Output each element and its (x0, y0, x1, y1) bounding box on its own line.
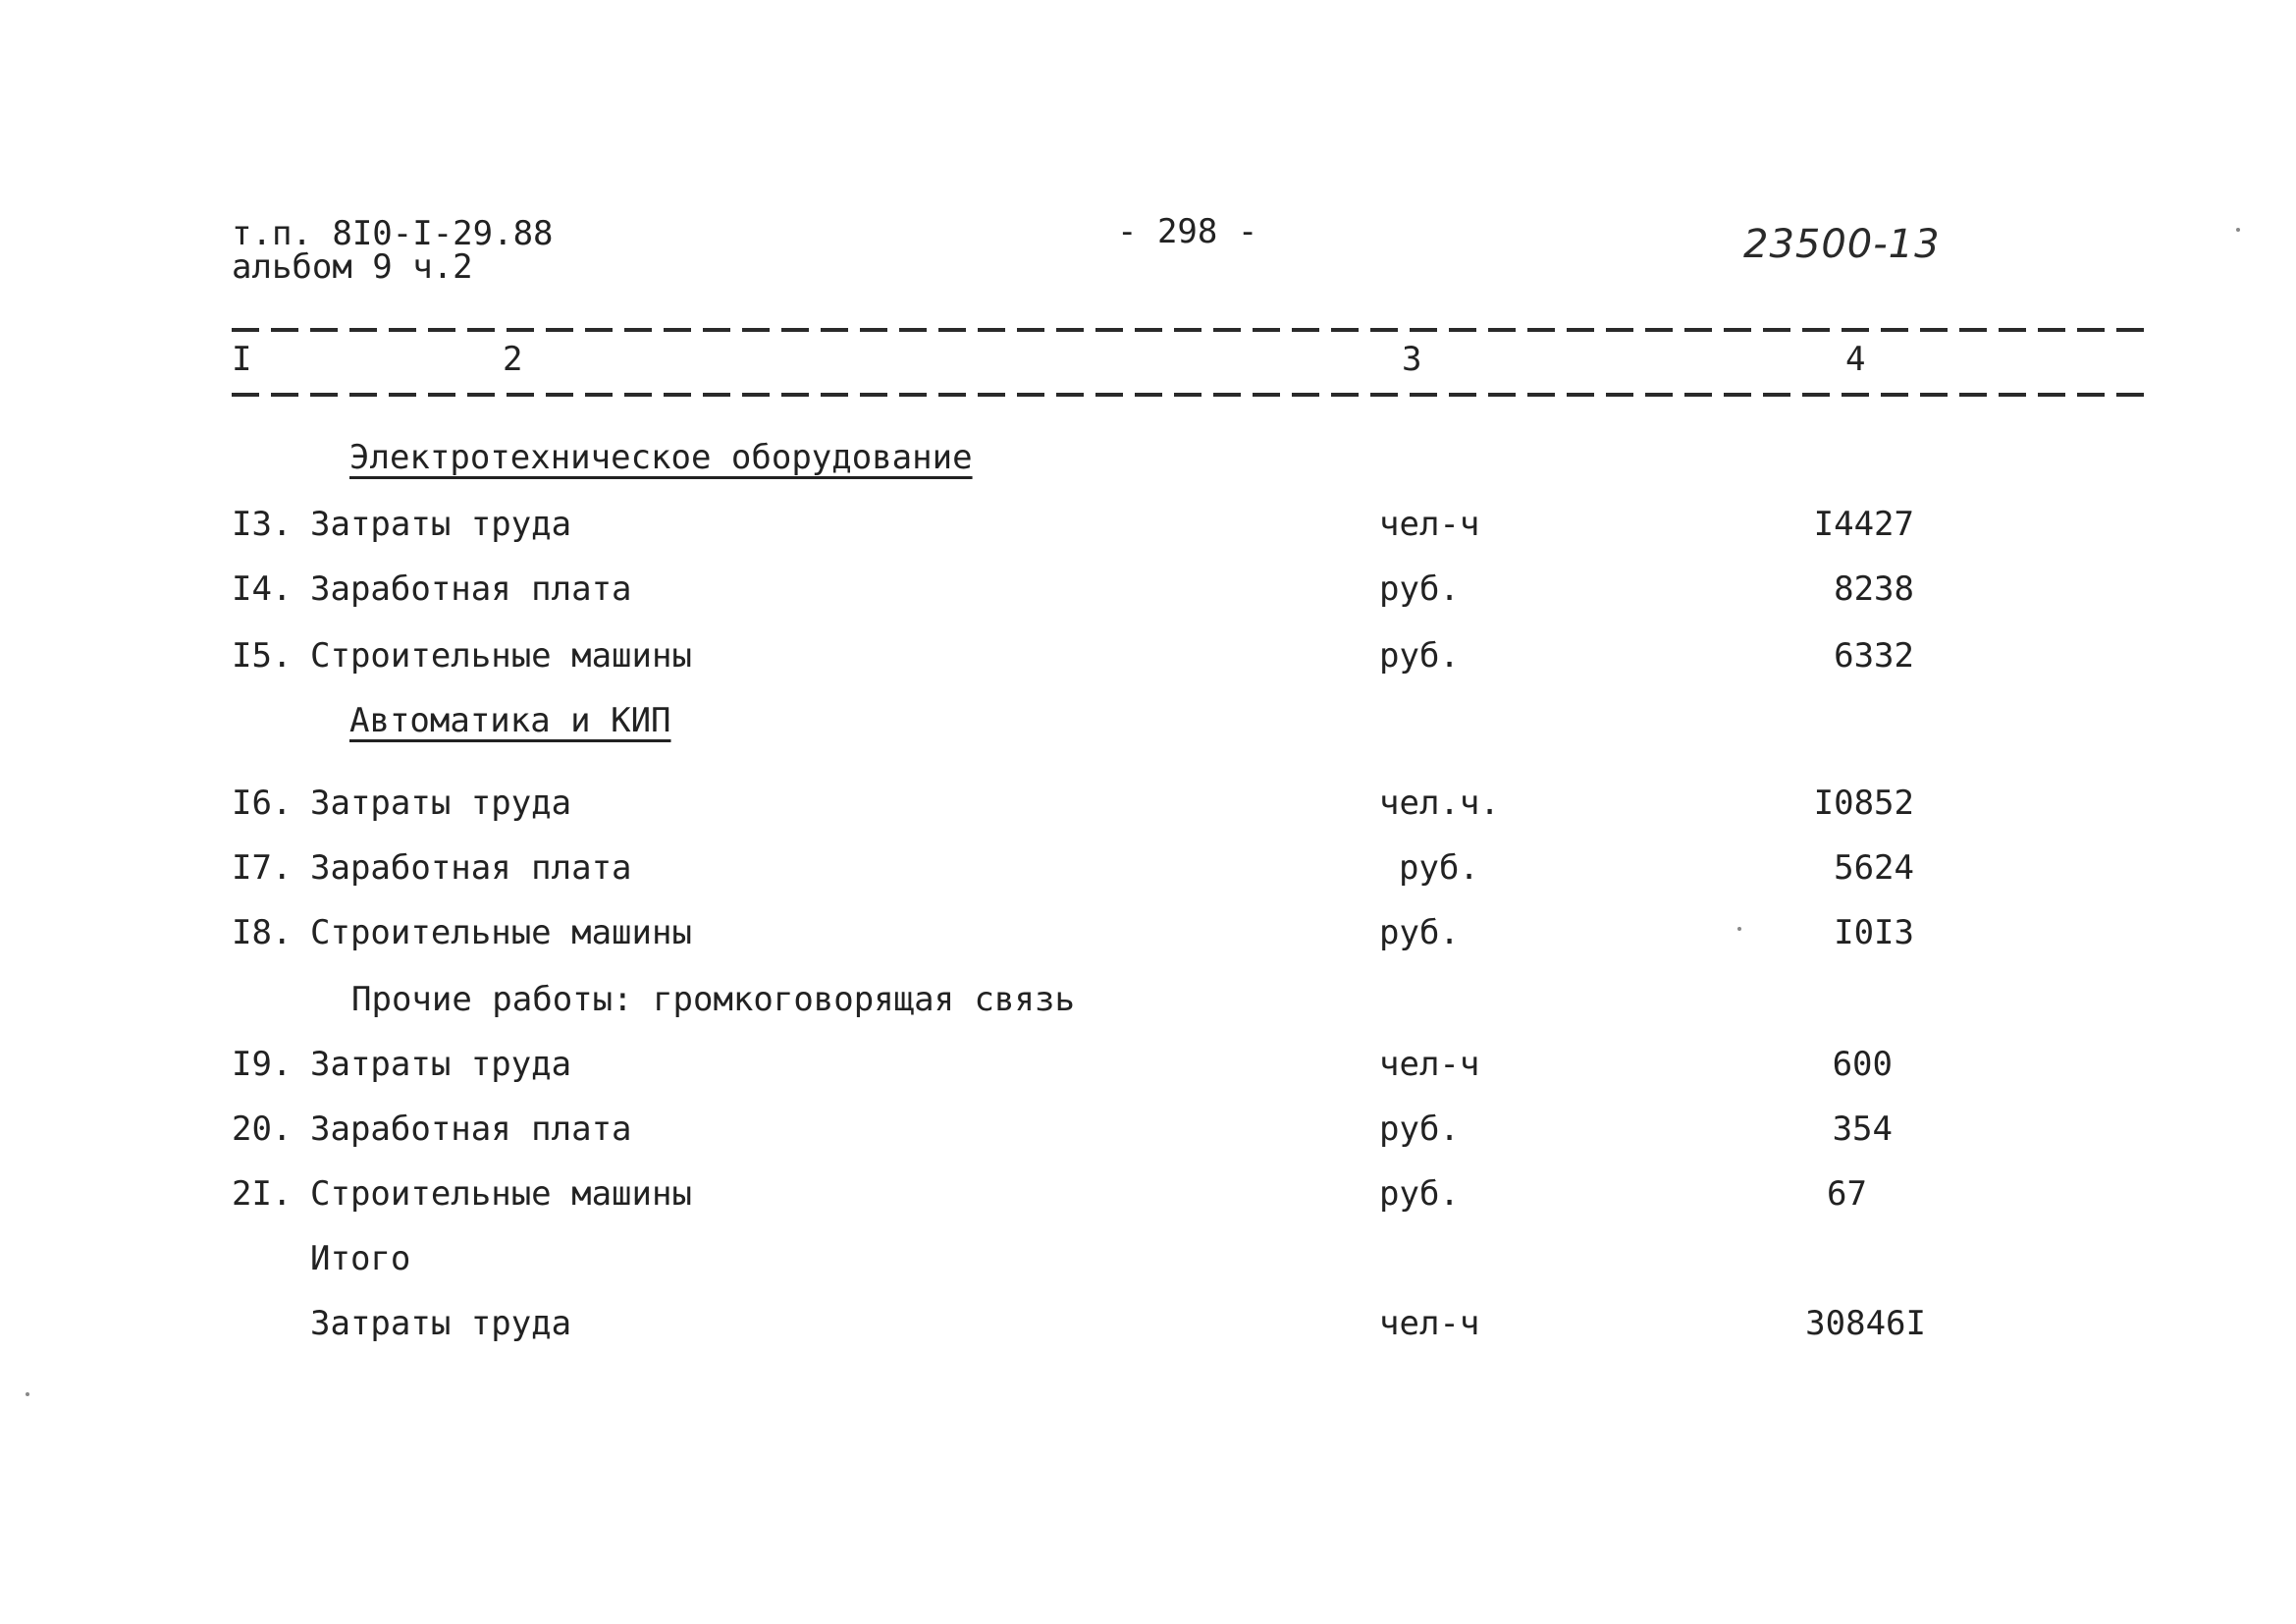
table-header-rule (232, 393, 2152, 397)
row-name: Заработная плата (310, 1110, 632, 1149)
album-reference: альбом 9 ч.2 (232, 247, 473, 287)
scan-speck (2236, 228, 2240, 232)
scan-speck (1737, 927, 1741, 931)
row-value: 600 (1832, 1045, 1893, 1084)
row-name: Строительные машины (310, 1174, 692, 1214)
row-value: 67 (1827, 1174, 1867, 1214)
inventory-number: 23500-13 (1743, 222, 1941, 267)
row-unit: руб. (1379, 913, 1460, 952)
row-name: Заработная плата (310, 848, 632, 888)
row-value: I4427 (1813, 505, 1914, 544)
table-row (0, 569, 2296, 609)
column-header-2: 2 (503, 340, 523, 379)
row-number: I5. (232, 636, 293, 676)
totals-row (0, 1304, 2296, 1343)
page-number: - 298 - (1117, 212, 1258, 251)
row-value: 354 (1832, 1110, 1893, 1149)
row-name: Строительные машины (310, 636, 692, 676)
row-unit: руб. (1379, 1174, 1460, 1214)
row-unit: руб. (1379, 569, 1460, 609)
section-title-automation: Автоматика и КИП (349, 701, 671, 740)
row-number: I6. (232, 784, 293, 823)
table-top-rule (232, 328, 2152, 332)
table-row (0, 913, 2296, 952)
column-header-4: 4 (1845, 340, 1866, 379)
row-number: 2I. (232, 1174, 293, 1214)
row-number: I3. (232, 505, 293, 544)
table-row (0, 1045, 2296, 1084)
row-number: I8. (232, 913, 293, 952)
row-name: Строительные машины (310, 913, 692, 952)
row-unit: чел-ч (1379, 505, 1480, 544)
row-value: 6332 (1834, 636, 1914, 676)
row-name: Затраты труда (310, 1304, 572, 1343)
row-value: 8238 (1834, 569, 1914, 609)
row-name: Заработная плата (310, 569, 632, 609)
row-number: I7. (232, 848, 293, 888)
column-header-1: I (232, 340, 252, 379)
totals-label: Итого (310, 1239, 411, 1278)
row-unit: руб. (1379, 1110, 1460, 1149)
row-unit: руб. (1399, 848, 1479, 888)
row-unit: чел-ч (1379, 1304, 1480, 1343)
table-row (0, 1110, 2296, 1149)
row-unit: чел.ч. (1379, 784, 1500, 823)
row-value: I0I3 (1834, 913, 1914, 952)
row-value: 5624 (1834, 848, 1914, 888)
table-row (0, 636, 2296, 676)
row-name: Затраты труда (310, 784, 572, 823)
table-row (0, 1174, 2296, 1214)
doc-reference: т.п. 8I0-I-29.88 (232, 214, 554, 253)
section-title-electrical: Электротехническое оборудование (349, 438, 973, 477)
section-title-other: Прочие работы: громкоговорящая связь (351, 980, 1075, 1019)
table-row (0, 784, 2296, 823)
row-number: I9. (232, 1045, 293, 1084)
row-unit: чел-ч (1379, 1045, 1480, 1084)
row-value: 30846I (1805, 1304, 1926, 1343)
row-number: I4. (232, 569, 293, 609)
row-unit: руб. (1379, 636, 1460, 676)
row-value: I0852 (1813, 784, 1914, 823)
row-number: 20. (232, 1110, 293, 1149)
table-row (0, 505, 2296, 544)
row-name: Затраты труда (310, 1045, 572, 1084)
scan-speck (26, 1392, 29, 1396)
column-header-3: 3 (1402, 340, 1422, 379)
row-name: Затраты труда (310, 505, 572, 544)
table-row (0, 848, 2296, 888)
